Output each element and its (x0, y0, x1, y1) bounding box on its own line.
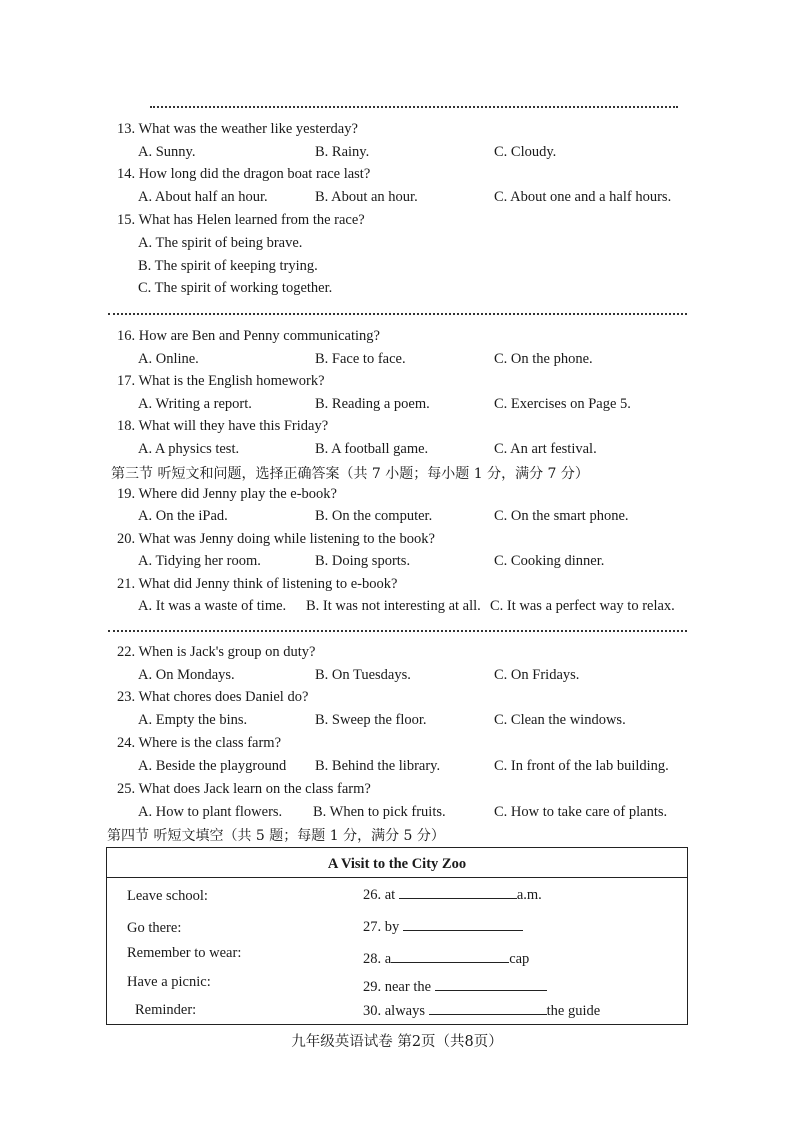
q21-option-c: C. It was a perfect way to relax. (490, 598, 675, 614)
q17-option-b: B. Reading a poem. (315, 396, 430, 412)
q14-option-a: A. About half an hour. (138, 189, 268, 205)
question-17: 17. What is the English homework? (117, 373, 325, 389)
q24-option-c: C. In front of the lab building. (494, 758, 669, 774)
q13-option-c: C. Cloudy. (494, 144, 557, 160)
q15-option-c: C. The spirit of working together. (138, 280, 333, 296)
question-24: 24. Where is the class farm? (117, 735, 282, 751)
q13-option-a: A. Sunny. (138, 144, 196, 160)
q17-option-a: A. Writing a report. (138, 396, 252, 412)
q24-option-a: A. Beside the playground (138, 758, 287, 774)
fill-in-table (106, 847, 688, 1025)
q20-option-c: C. Cooking dinner. (494, 553, 605, 569)
q23-option-a: A. Empty the bins. (138, 712, 248, 728)
table-title-rule (107, 877, 687, 878)
item-26-prefix: 26. at (363, 887, 396, 903)
question-21: 21. What did Jenny think of listening to e-book? (117, 576, 398, 592)
item-30-suffix: the guide (546, 1003, 601, 1019)
q21-option-b: B. It was not interesting at all. (306, 598, 481, 614)
divider-top (150, 106, 678, 108)
question-22: 22. When is Jack's group on duty? (117, 644, 316, 660)
row-label-27: Go there: (127, 920, 182, 936)
question-16: 16. How are Ben and Penny communicating? (117, 328, 380, 344)
question-25: 25. What does Jack learn on the class farm? (117, 781, 371, 797)
q13-option-b: B. Rainy. (315, 144, 370, 160)
item-28-prefix: 28. a (363, 951, 392, 967)
q19-option-c: C. On the smart phone. (494, 508, 629, 524)
q22-option-a: A. On Mondays. (138, 667, 235, 683)
row-label-30: Reminder: (135, 1002, 197, 1018)
row-item-28 (363, 950, 529, 968)
question-14: 14. How long did the dragon boat race last? (117, 166, 371, 182)
q25-option-b: B. When to pick fruits. (313, 804, 446, 820)
divider-middle-2 (108, 630, 687, 632)
divider-middle-1 (108, 313, 687, 315)
question-13: 13. What was the weather like yesterday? (117, 121, 358, 137)
q17-option-c: C. Exercises on Page 5. (494, 396, 631, 412)
item-29-prefix: 29. near the (363, 979, 432, 995)
q25-option-a: A. How to plant flowers. (138, 804, 283, 820)
q25-option-c: C. How to take care of plants. (494, 804, 668, 820)
q21-option-a: A. It was a waste of time. (138, 598, 287, 614)
blank-30[interactable] (429, 1002, 547, 1015)
row-item-29 (363, 978, 547, 996)
q20-option-b: B. Doing sports. (315, 553, 411, 569)
blank-29[interactable] (435, 978, 547, 991)
q16-option-c: C. On the phone. (494, 351, 593, 367)
row-item-26 (363, 886, 542, 904)
q19-option-b: B. On the computer. (315, 508, 433, 524)
blank-27[interactable] (403, 918, 523, 931)
q15-option-b: B. The spirit of keeping trying. (138, 258, 318, 274)
q15-option-a: A. The spirit of being brave. (138, 235, 303, 251)
q18-option-c: C. An art festival. (494, 441, 597, 457)
q16-option-b: B. Face to face. (315, 351, 406, 367)
row-label-26: Leave school: (127, 888, 208, 904)
question-19: 19. Where did Jenny play the e-book? (117, 486, 337, 502)
page-footer: 九年级英语试卷 第2页（共8页） (291, 1034, 503, 1050)
q14-option-b: B. About an hour. (315, 189, 418, 205)
q23-option-b: B. Sweep the floor. (315, 712, 427, 728)
row-item-30 (363, 1002, 600, 1020)
q22-option-b: B. On Tuesdays. (315, 667, 411, 683)
question-18: 18. What will they have this Friday? (117, 418, 329, 434)
item-27-prefix: 27. by (363, 919, 400, 935)
item-26-suffix: a.m. (516, 887, 542, 903)
blank-26[interactable] (399, 886, 517, 899)
question-23: 23. What chores does Daniel do? (117, 689, 309, 705)
q23-option-c: C. Clean the windows. (494, 712, 626, 728)
section-3-heading: 第三节 听短文和问题，选择正确答案（共 7 小题；每小题 1 分，满分 7 分） (111, 466, 589, 482)
q14-option-c: C. About one and a half hours. (494, 189, 672, 205)
blank-28[interactable] (391, 950, 509, 963)
table-title: A Visit to the City Zoo (327, 856, 467, 872)
q16-option-a: A. Online. (138, 351, 199, 367)
item-28-suffix: cap (509, 951, 530, 967)
q19-option-a: A. On the iPad. (138, 508, 228, 524)
section-4-heading: 第四节 听短文填空（共 5 题；每题 1 分，满分 5 分） (107, 828, 445, 844)
question-15: 15. What has Helen learned from the race? (117, 212, 365, 228)
q18-option-a: A. A physics test. (138, 441, 240, 457)
item-30-prefix: 30. always (363, 1003, 426, 1019)
q18-option-b: B. A football game. (315, 441, 429, 457)
q22-option-c: C. On Fridays. (494, 667, 580, 683)
row-item-27 (363, 918, 523, 936)
question-20: 20. What was Jenny doing while listening to the book? (117, 531, 435, 547)
row-label-29: Have a picnic: (127, 974, 211, 990)
q24-option-b: B. Behind the library. (315, 758, 441, 774)
row-label-28: Remember to wear: (127, 945, 242, 961)
q20-option-a: A. Tidying her room. (138, 553, 261, 569)
